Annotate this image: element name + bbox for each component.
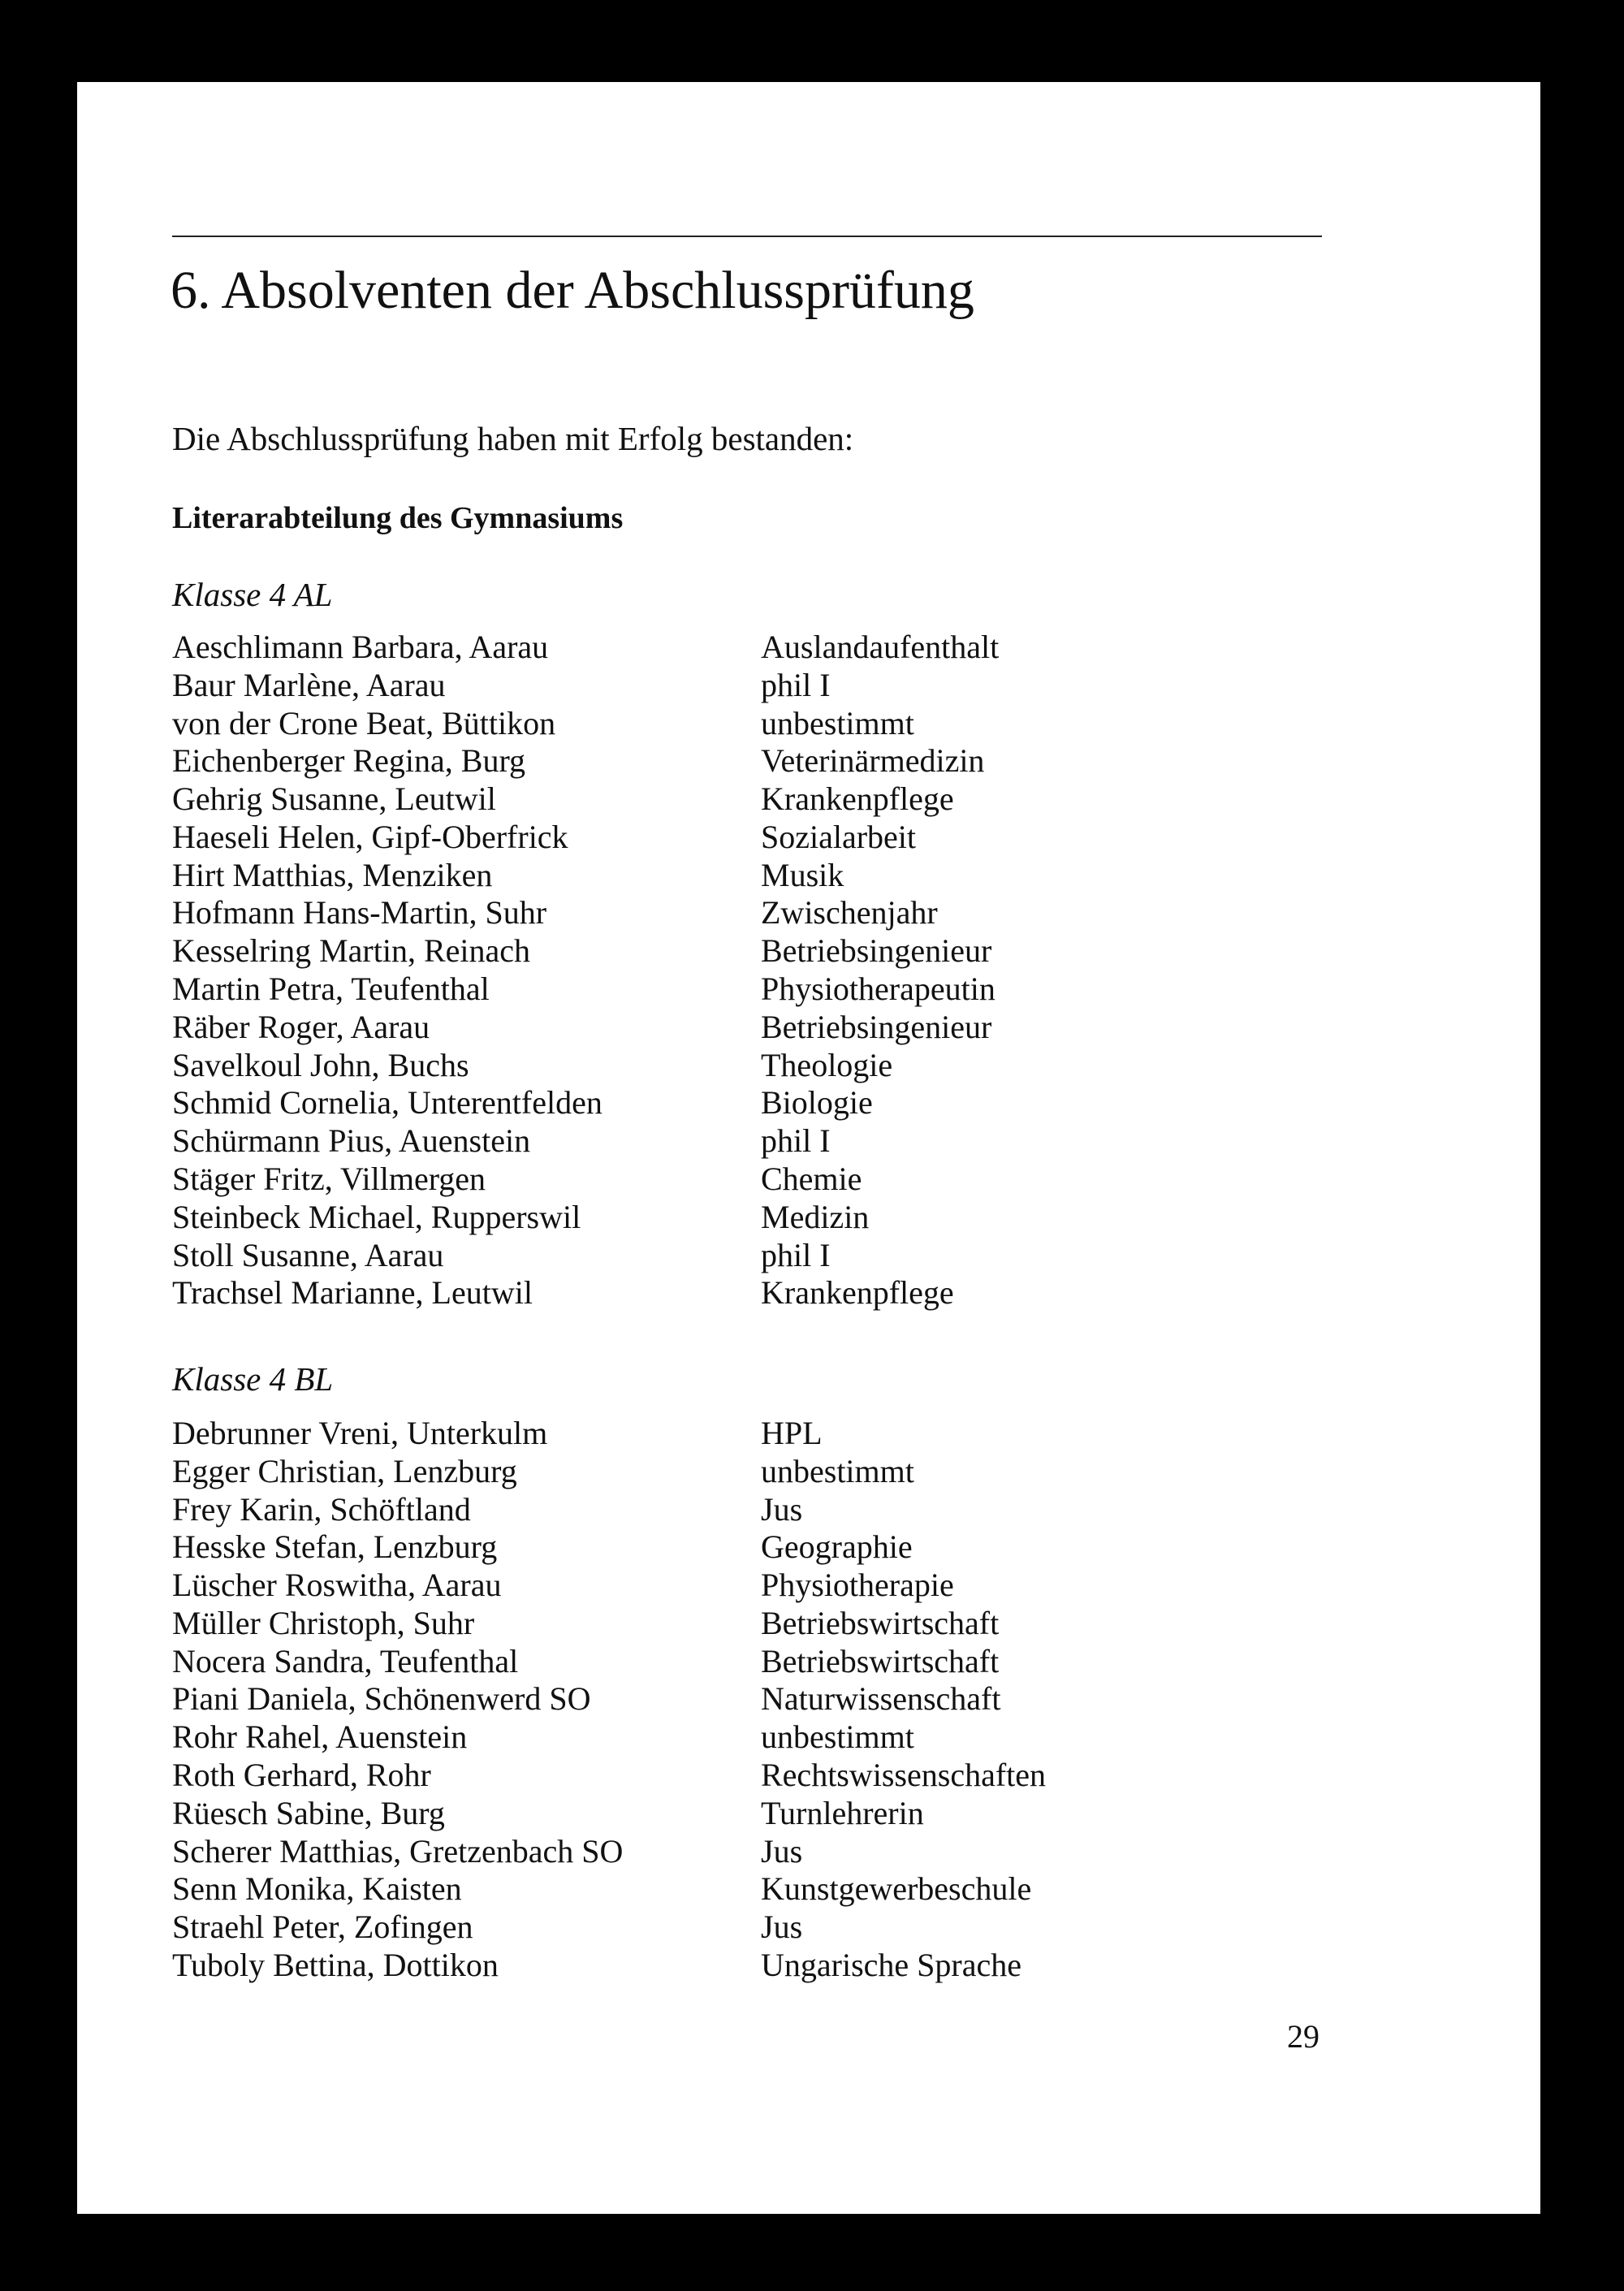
student-row xyxy=(172,1122,1228,1160)
student-row xyxy=(172,1046,1228,1084)
student-name: Hesske Stefan, Lenzburg xyxy=(172,1528,498,1566)
student-destination: Zwischenjahr xyxy=(761,894,938,932)
student-name: Aeschlimann Barbara, Aarau xyxy=(172,628,549,665)
student-destination: unbestimmt xyxy=(761,1718,914,1756)
student-row xyxy=(172,1008,1228,1046)
student-destination: Geographie xyxy=(761,1528,913,1566)
student-name: Schmid Cornelia, Unterentfelden xyxy=(172,1084,603,1122)
student-row xyxy=(172,1870,1228,1908)
student-destination: Betriebswirtschaft xyxy=(761,1604,1000,1641)
student-list-4al xyxy=(172,628,1228,1312)
student-list-4bl xyxy=(172,1414,1228,1984)
student-row xyxy=(172,1566,1228,1604)
student-row xyxy=(172,970,1228,1008)
student-name: Nocera Sandra, Teufenthal xyxy=(172,1642,519,1679)
student-name: Schürmann Pius, Auenstein xyxy=(172,1122,531,1160)
student-row xyxy=(172,628,1228,666)
student-row xyxy=(172,856,1228,894)
student-destination: HPL xyxy=(761,1414,823,1451)
section-heading: Literarabteilung des Gymnasiums xyxy=(172,501,624,535)
student-destination: Krankenpflege xyxy=(761,780,954,818)
student-name: Lüscher Roswitha, Aarau xyxy=(172,1567,502,1604)
page-number: 29 xyxy=(1287,2018,1320,2055)
student-destination: Rechtswissenschaften xyxy=(761,1757,1047,1794)
student-row xyxy=(172,666,1228,704)
student-row xyxy=(172,932,1228,970)
student-row xyxy=(172,1794,1228,1832)
student-row xyxy=(172,1528,1228,1566)
student-name: von der Crone Beat, Büttikon xyxy=(172,704,556,741)
student-name: Hirt Matthias, Menziken xyxy=(172,856,493,893)
student-destination: Medizin xyxy=(761,1198,870,1235)
student-name: Stäger Fritz, Villmergen xyxy=(172,1161,486,1198)
student-destination: Musik xyxy=(761,856,844,893)
student-destination: Auslandaufenthalt xyxy=(761,628,1000,665)
title-rule xyxy=(172,236,1322,237)
student-name: Savelkoul John, Buchs xyxy=(172,1046,469,1083)
student-name: Stoll Susanne, Aarau xyxy=(172,1236,444,1273)
student-name: Roth Gerhard, Rohr xyxy=(172,1757,431,1794)
student-name: Baur Marlène, Aarau xyxy=(172,666,446,703)
student-destination: phil I xyxy=(761,666,831,703)
student-destination: Biologie xyxy=(761,1084,873,1122)
student-row xyxy=(172,1160,1228,1198)
student-destination: unbestimmt xyxy=(761,1452,914,1489)
student-destination: unbestimmt xyxy=(761,704,914,741)
student-row xyxy=(172,1414,1228,1452)
student-destination: Veterinärmedizin xyxy=(761,742,985,780)
student-destination: Physiotherapie xyxy=(761,1567,954,1604)
student-name: Frey Karin, Schöftland xyxy=(172,1490,471,1528)
student-name: Senn Monika, Kaisten xyxy=(172,1870,462,1908)
student-name: Trachsel Marianne, Leutwil xyxy=(172,1274,533,1312)
student-row xyxy=(172,1642,1228,1680)
student-destination: phil I xyxy=(761,1236,831,1273)
student-row xyxy=(172,1946,1228,1984)
student-destination: Physiotherapeutin xyxy=(761,970,996,1008)
student-name: Egger Christian, Lenzburg xyxy=(172,1452,517,1489)
student-row xyxy=(172,1756,1228,1794)
student-destination: Naturwissenschaft xyxy=(761,1680,1001,1718)
student-name: Tuboly Bettina, Dottikon xyxy=(172,1947,499,1984)
student-name: Räber Roger, Aarau xyxy=(172,1008,430,1045)
student-row xyxy=(172,780,1228,818)
student-name: Debrunner Vreni, Unterkulm xyxy=(172,1414,548,1451)
student-name: Hofmann Hans-Martin, Suhr xyxy=(172,894,547,932)
student-name: Haeseli Helen, Gipf-Oberfrick xyxy=(172,818,568,855)
student-row xyxy=(172,1490,1228,1528)
student-name: Müller Christoph, Suhr xyxy=(172,1604,475,1641)
student-destination: phil I xyxy=(761,1122,831,1160)
student-destination: Jus xyxy=(761,1832,803,1870)
page-title: 6. Absolventen der Abschlussprüfung xyxy=(171,261,974,320)
student-name: Scherer Matthias, Gretzenbach SO xyxy=(172,1832,624,1870)
student-row xyxy=(172,704,1228,742)
student-name: Rohr Rahel, Auenstein xyxy=(172,1718,468,1756)
student-row xyxy=(172,1452,1228,1490)
intro-text: Die Abschlussprüfung haben mit Erfolg bestanden: xyxy=(172,420,854,457)
student-destination: Betriebswirtschaft xyxy=(761,1642,1000,1679)
student-row xyxy=(172,741,1228,780)
student-destination: Theologie xyxy=(761,1046,893,1083)
student-row xyxy=(172,894,1228,932)
student-name: Steinbeck Michael, Rupperswil xyxy=(172,1198,581,1235)
student-row xyxy=(172,1832,1228,1870)
student-row xyxy=(172,1718,1228,1756)
student-name: Kesselring Martin, Reinach xyxy=(172,932,530,970)
student-destination: Turnlehrerin xyxy=(761,1794,924,1831)
student-row xyxy=(172,1198,1228,1236)
student-destination: Betriebsingenieur xyxy=(761,932,992,970)
student-destination: Krankenpflege xyxy=(761,1274,954,1312)
student-row xyxy=(172,1604,1228,1642)
student-name: Eichenberger Regina, Burg xyxy=(172,742,526,780)
student-destination: Kunstgewerbeschule xyxy=(761,1870,1032,1908)
student-name: Martin Petra, Teufenthal xyxy=(172,970,490,1008)
student-destination: Ungarische Sprache xyxy=(761,1947,1021,1984)
student-row xyxy=(172,1236,1228,1274)
student-destination: Sozialarbeit xyxy=(761,818,917,855)
student-row xyxy=(172,818,1228,856)
student-destination: Jus xyxy=(761,1490,803,1528)
class-heading-4al: Klasse 4 AL xyxy=(172,576,333,613)
student-row xyxy=(172,1274,1228,1312)
student-row xyxy=(172,1680,1228,1718)
student-destination: Betriebsingenieur xyxy=(761,1008,992,1045)
class-heading-4bl: Klasse 4 BL xyxy=(172,1360,334,1398)
student-name: Piani Daniela, Schönenwerd SO xyxy=(172,1680,591,1718)
student-row xyxy=(172,1908,1228,1946)
student-row xyxy=(172,1084,1228,1122)
student-destination: Jus xyxy=(761,1908,803,1946)
student-name: Straehl Peter, Zofingen xyxy=(172,1908,473,1946)
student-destination: Chemie xyxy=(761,1161,862,1198)
student-name: Gehrig Susanne, Leutwil xyxy=(172,780,496,818)
student-name: Rüesch Sabine, Burg xyxy=(172,1794,445,1831)
